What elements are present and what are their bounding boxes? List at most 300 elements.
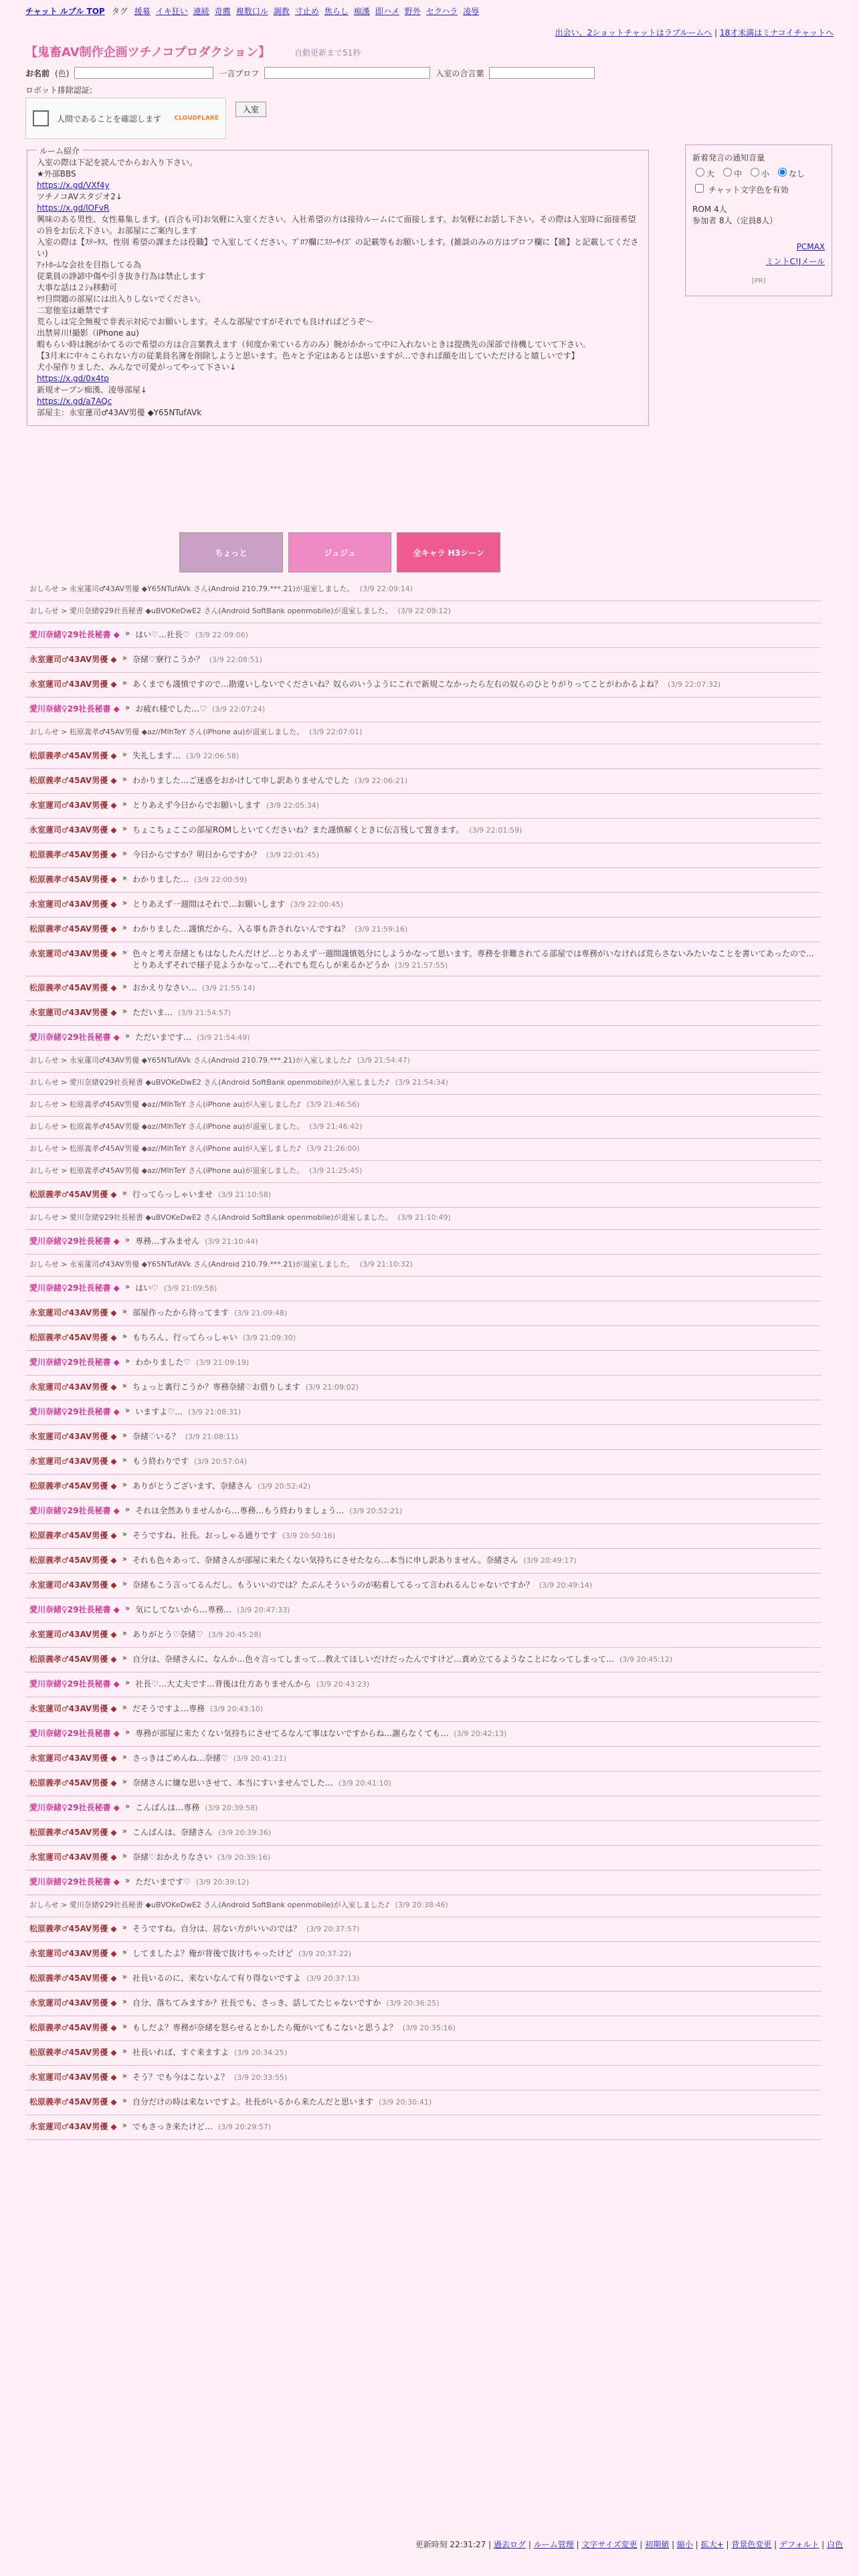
- footer-link[interactable]: ルーム管理: [533, 2540, 574, 2549]
- message-time: (3/9 21:25:45): [309, 1166, 363, 1175]
- message-time: (3/9 22:08:51): [209, 655, 262, 664]
- footer-sep: |: [573, 2540, 582, 2549]
- intro-line: 犬小屋作りました、みんなで可愛がってやって下さい↓: [37, 362, 237, 372]
- footer-sep: |: [771, 2540, 779, 2549]
- chat-message: [25, 744, 822, 769]
- intro-line: ｱｯﾄﾎｰﾑな会社を目指してる為: [37, 260, 142, 270]
- speaker-name[interactable]: 永室蓮司♂43AV男優 ◆: [29, 1008, 117, 1017]
- arrow-icon: »: [122, 2096, 127, 2105]
- footer-link[interactable]: 文字サイズ変更: [581, 2540, 638, 2549]
- arrow-icon: »: [122, 2022, 127, 2031]
- speaker-name[interactable]: 永室蓮司♂43AV男優 ◆: [29, 1630, 117, 1639]
- speaker-name[interactable]: 永室蓮司♂43AV男優 ◆: [29, 825, 117, 835]
- message-text: わかりました♡: [135, 1358, 191, 1367]
- chat-message: [25, 1001, 822, 1026]
- speaker-name[interactable]: 永室蓮司♂43AV男優 ◆: [29, 1432, 117, 1441]
- message-time: (3/9 20:47:33): [237, 1606, 290, 1614]
- system-text: おしらせ > 松原義孝♂45AV男優 ◆az//MlhTeY さん(iPhone au)が入室しました♪ (3/9 21:26:00): [29, 1144, 360, 1153]
- speaker-name[interactable]: 松原義孝♂45AV男優 ◆: [29, 1531, 117, 1540]
- arrow-icon: »: [122, 824, 127, 833]
- chat-message: [25, 1230, 822, 1255]
- footer-sep: |: [526, 2540, 534, 2549]
- chat-message: [25, 1796, 822, 1821]
- profile-label: 一言プロフ: [219, 68, 260, 78]
- tag-link[interactable]: 連続: [193, 6, 209, 16]
- notify-radio-input[interactable]: [723, 168, 732, 177]
- speaker-name[interactable]: 松原義孝♂45AV男優 ◆: [29, 924, 117, 934]
- chat-message: [25, 2066, 822, 2090]
- message-text: とりあえず一週間はそれで…お願いします: [132, 899, 285, 909]
- message-time: (3/9 20:49:14): [539, 1581, 593, 1590]
- message-time: (3/9 20:33:55): [233, 2073, 288, 2082]
- system-message: [25, 1095, 822, 1117]
- message-text: ありがとうございます、奈緒さん: [132, 1481, 253, 1491]
- chat-message: [25, 1967, 822, 1992]
- room-intro-lines: [37, 157, 639, 419]
- speaker-name[interactable]: 愛川奈緒♀29社長秘書 ◆: [29, 1729, 120, 1738]
- system-message: [25, 1073, 822, 1095]
- chat-message: [25, 1277, 822, 1301]
- captcha-checkbox[interactable]: [33, 110, 49, 126]
- system-message: [25, 1051, 822, 1073]
- message-text: 専務…すみません: [135, 1237, 200, 1246]
- notify-radio-input[interactable]: [696, 168, 704, 177]
- speaker-name[interactable]: 愛川奈緒♀29社長秘書 ◆: [29, 1679, 120, 1689]
- chat-message: [25, 1524, 822, 1549]
- profile-input[interactable]: [264, 67, 430, 79]
- message-text: はい♡: [135, 1283, 159, 1293]
- message-text: あくまでも謹慎ですので…勘違いしないでくださいね？奴らのいうようにこれで新規こなかったら左右の奴らのひとりがりってことがわかるよね？: [132, 679, 662, 689]
- arrow-icon: »: [124, 1727, 130, 1737]
- enter-button[interactable]: 入室: [235, 102, 266, 117]
- tag-link[interactable]: 焦らし: [324, 6, 349, 16]
- footer-link[interactable]: デフォルト: [779, 2540, 820, 2549]
- tag-link[interactable]: 痴漢: [353, 6, 370, 16]
- notify-radio[interactable]: [775, 166, 805, 179]
- message-time: (3/9 22:09:06): [195, 631, 248, 639]
- message-time: (3/9 21:26:00): [306, 1144, 360, 1153]
- message-time: (3/9 21:09:02): [305, 1383, 359, 1392]
- tag-link[interactable]: 寸止め: [294, 6, 319, 16]
- message-time: (3/9 21:09:19): [196, 1358, 250, 1367]
- intro-line: ツチノコAVスタジオ2↓: [37, 192, 122, 201]
- speaker-name[interactable]: 松原義孝♂45AV男優 ◆: [29, 983, 117, 992]
- speaker-name[interactable]: 松原義孝♂45AV男優 ◆: [29, 1828, 117, 1837]
- message-text: それは全然ありませんから…専務…もう終わりましょう…: [135, 1506, 345, 1515]
- message-time: (3/9 22:09:12): [397, 607, 451, 615]
- arrow-icon: »: [122, 1455, 127, 1465]
- speaker-name[interactable]: 松原義孝♂45AV男優 ◆: [29, 2023, 117, 2032]
- message-text: 社長いれば、すぐ来ますよ: [132, 2048, 229, 2057]
- speaker-name[interactable]: 永室蓮司♂43AV男優 ◆: [29, 1998, 117, 2008]
- message-time: (3/9 21:10:49): [397, 1213, 451, 1222]
- arrow-icon: »: [122, 1826, 127, 1836]
- robot-check-label: ロボット排除認証:: [25, 86, 93, 95]
- speaker-name[interactable]: 永室蓮司♂43AV男優 ◆: [29, 1852, 117, 1862]
- message-text: こんばんは、奈緒さん: [132, 1828, 213, 1837]
- message-time: (3/9 21:08:11): [185, 1432, 238, 1441]
- message-time: (3/9 21:09:58): [164, 1284, 217, 1293]
- intro-link[interactable]: https://x.gd/lOFvR: [37, 203, 110, 213]
- system-message: [25, 601, 822, 623]
- banner-tile-3[interactable]: 全キャラ H3シーン: [397, 532, 500, 572]
- message-text: 色々と考え奈緒ともはなしたんだけど…とりあえず一週間謹慎処分にしようかなって思います。専務を非難されてる部屋では専務がいなければ荒らさないみたいなことを書いてあったので…とりあえずそれで様子見ようかなって…それでも荒らしが来るかどうか: [132, 949, 814, 970]
- message-time: (3/9 20:50:16): [282, 1531, 336, 1540]
- arrow-icon: »: [122, 1430, 127, 1440]
- speaker-name[interactable]: 松原義孝♂45AV男優 ◆: [29, 1555, 117, 1565]
- chat-message: [25, 1598, 822, 1623]
- speaker-name[interactable]: 愛川奈緒♀29社長秘書 ◆: [29, 1877, 120, 1887]
- message-time: (3/9 21:10:44): [205, 1237, 258, 1246]
- speaker-name[interactable]: 永室蓮司♂43AV男優 ◆: [29, 1382, 117, 1392]
- message-text: してましたよ？俺が背後で抜けちゃったけど: [132, 1949, 293, 1958]
- chat-message: [25, 1747, 822, 1772]
- intro-line: 【3月末に中々こられない方の従業員名簿を削除しようと思います。色々と予定はあるとは思いますが…できれば顔を出していただけると嬉しいです】: [37, 351, 579, 360]
- speaker-name[interactable]: 松原義孝♂45AV男優 ◆: [29, 2097, 117, 2107]
- tag-link[interactable]: セクハラ: [425, 6, 458, 16]
- chat-message: [25, 1574, 822, 1598]
- speaker-name[interactable]: 永室蓮司♂43AV男優 ◆: [29, 1457, 117, 1466]
- chat-message: [25, 1026, 822, 1051]
- message-text: もしだよ？専務が奈緒を怒らせるとかしたら俺がいてもこないと思うよ？: [132, 2023, 397, 2032]
- footer-sep: |: [819, 2540, 827, 2549]
- arrow-icon: »: [124, 1282, 130, 1291]
- pcmax-link[interactable]: PCMAX: [796, 242, 825, 251]
- message-time: (3/9 21:46:56): [306, 1100, 360, 1109]
- message-text: はい♡…社長♡: [135, 630, 190, 639]
- captcha-widget[interactable]: [25, 98, 226, 139]
- message-time: (3/9 20:57:04): [193, 1457, 248, 1466]
- message-text: 行ってらっしゃいませ: [132, 1190, 213, 1199]
- mint-link[interactable]: ミントC!Jメール: [765, 257, 825, 266]
- system-message: [25, 1139, 822, 1161]
- speaker-name[interactable]: 松原義孝♂45AV男優 ◆: [29, 1333, 117, 1342]
- pr-label: [PR]: [751, 278, 766, 285]
- message-text: そうですね、社長。おっしゃる通りです: [132, 1531, 277, 1540]
- speaker-name[interactable]: 松原義孝♂45AV男優 ◆: [29, 1481, 117, 1491]
- notify-radio[interactable]: [720, 166, 742, 179]
- footer-sep: |: [488, 2540, 494, 2549]
- speaker-name[interactable]: 永室蓮司♂43AV男優 ◆: [29, 800, 117, 810]
- speaker-name[interactable]: 愛川奈緒♀29社長秘書 ◆: [29, 1605, 120, 1614]
- system-text: おしらせ > 松原義孝♂45AV男優 ◆az//MlhTeY さん(iPhone au)が退室しました。 (3/9 22:07:01): [29, 728, 363, 736]
- speaker-name[interactable]: 永室蓮司♂43AV男優 ◆: [29, 1753, 117, 1763]
- right-links: [555, 27, 834, 38]
- intro-line: ★外部BBS: [37, 169, 76, 179]
- arrow-icon: »: [122, 1006, 127, 1016]
- tag-link[interactable]: 援募: [134, 6, 151, 16]
- arrow-icon: »: [122, 1554, 127, 1564]
- speaker-name[interactable]: 永室蓮司♂43AV男優 ◆: [29, 1308, 117, 1317]
- chat-message: [25, 1697, 822, 1722]
- message-time: (3/9 22:00:45): [290, 900, 344, 909]
- banner-tile-1[interactable]: ちょっと: [179, 532, 283, 572]
- intro-line: ﾔﾘ目問題の部屋には出入りしないでください。: [37, 294, 206, 304]
- chat-message: [25, 893, 822, 918]
- speaker-name[interactable]: 松原義孝♂45AV男優 ◆: [29, 1778, 117, 1788]
- chat-message: [25, 673, 822, 697]
- tag-link[interactable]: 野外: [404, 6, 421, 16]
- chat-message: [25, 1870, 822, 1895]
- notify-radio-input[interactable]: [778, 168, 787, 177]
- system-text: おしらせ > 松原義孝♂45AV男優 ◆az//MlhTeY さん(iPhone au)が入室しました♪ (3/9 21:46:56): [29, 1100, 360, 1109]
- message-text: ちょこちょここの部屋ROMしといてくださいね？また謹慎解くときに伝言残して置きます。: [132, 825, 464, 835]
- chat-color-checkbox[interactable]: [695, 184, 704, 193]
- banner-tile-2[interactable]: ジュジュ: [288, 532, 392, 572]
- arrow-icon: »: [122, 1381, 127, 1390]
- chat-message: [25, 2115, 822, 2140]
- message-text: とりあえず今日からでお願いします: [132, 800, 261, 810]
- speaker-name[interactable]: 松原義孝♂45AV男優 ◆: [29, 1973, 117, 1983]
- speaker-name[interactable]: 松原義孝♂45AV男優 ◆: [29, 1924, 117, 1933]
- message-text: お疲れ様でした…♡: [135, 704, 207, 714]
- tag-link[interactable]: 即ハメ: [375, 6, 399, 16]
- system-message: [25, 1161, 822, 1183]
- footer-link[interactable]: 初期値: [645, 2540, 670, 2549]
- chat-message: [25, 1846, 822, 1870]
- chat-message: [25, 2016, 822, 2041]
- arrow-icon: »: [122, 1923, 127, 1932]
- system-message: [25, 1895, 822, 1917]
- intro-line: 従業員の諍諺中傷や引き抜き行為は禁止します: [37, 272, 206, 281]
- arrow-icon: »: [122, 1307, 127, 1316]
- speaker-name[interactable]: 愛川奈緒♀29社長秘書 ◆: [29, 1506, 120, 1515]
- chat-message: [25, 2041, 822, 2066]
- chat-message: [25, 1623, 822, 1648]
- chat-message: [25, 1549, 822, 1574]
- arrow-icon: »: [124, 1406, 130, 1415]
- message-time: (3/9 20:38:46): [395, 1901, 448, 1909]
- arrow-icon: »: [122, 1579, 127, 1588]
- chat-message: [25, 1400, 822, 1425]
- arrow-icon: »: [122, 1529, 127, 1539]
- chat-message: [25, 819, 822, 843]
- speaker-name[interactable]: 松原義孝♂45AV男優 ◆: [29, 751, 117, 760]
- message-text: わかりました…: [132, 875, 189, 884]
- intro-line: 入室の際は下記を読んでからお入り下さい。: [37, 158, 198, 167]
- notify-radio-input[interactable]: [751, 168, 759, 177]
- footer-sep: |: [723, 2540, 732, 2549]
- message-time: (3/9 22:00:59): [193, 875, 248, 884]
- tag-link[interactable]: 奇薦: [214, 6, 231, 16]
- arrow-icon: »: [122, 1188, 127, 1198]
- message-time: (3/9 22:07:32): [667, 680, 721, 689]
- arrow-icon: »: [122, 1947, 127, 1957]
- chat-message: [25, 769, 822, 794]
- message-time: (3/9 21:59:16): [354, 925, 408, 934]
- speaker-name[interactable]: 永室蓮司♂43AV男優 ◆: [29, 2072, 117, 2082]
- arrow-icon: »: [122, 849, 127, 858]
- brand-link[interactable]: チャット ルブル TOP: [25, 6, 105, 16]
- speaker-name[interactable]: 永室蓮司♂43AV男優 ◆: [29, 1704, 117, 1713]
- tag-link[interactable]: 凌辱: [463, 6, 480, 16]
- system-text: おしらせ > 永室蓮司♂43AV男優 ◆Y65NTufAVk さん(Android 210.79.***.21)が入室しました♪ (3/9 21:54:47): [29, 1056, 410, 1065]
- message-time: (3/9 22:06:58): [185, 752, 240, 760]
- message-text: でもさっき来たけど…: [132, 2122, 213, 2131]
- speaker-name[interactable]: 愛川奈緒♀29社長秘書 ◆: [29, 1283, 120, 1293]
- speaker-name[interactable]: 愛川奈緒♀29社長秘書 ◆: [29, 704, 120, 714]
- speaker-name[interactable]: 松原義孝♂45AV男優 ◆: [29, 875, 117, 884]
- message-text: もう終わりです: [132, 1457, 189, 1466]
- intro-line: 部屋主：永室蓮司♂43AV男優 ◆Y65NTufAVk: [37, 408, 202, 417]
- message-time: (3/9 20:43:10): [209, 1705, 264, 1713]
- speaker-name[interactable]: 松原義孝♂45AV男優 ◆: [29, 850, 117, 859]
- chat-color-label: チャット文字色を有効: [708, 185, 789, 195]
- arrow-icon: »: [122, 923, 127, 932]
- message-time: (3/9 20:43:23): [316, 1680, 370, 1689]
- rom-count: ROM 4人: [692, 205, 727, 214]
- footer-link[interactable]: 過去ログ: [494, 2540, 527, 2549]
- arrow-icon: »: [122, 653, 127, 663]
- intro-line: 荒らしは完全無視で非表示対応でお願いします。そんな部屋ですがそれでも良ければどうぞ〜: [37, 317, 374, 326]
- message-text: 失礼します…: [132, 751, 181, 760]
- message-text: おかえりなさい…: [132, 983, 197, 992]
- speaker-name[interactable]: 愛川奈緒♀29社長秘書 ◆: [29, 1033, 120, 1042]
- speaker-name[interactable]: 永室蓮司♂43AV男優 ◆: [29, 1580, 117, 1590]
- arrow-icon: »: [124, 629, 130, 638]
- message-time: (3/9 22:05:34): [266, 801, 320, 810]
- message-time: (3/9 20:41:21): [233, 1754, 286, 1763]
- system-message: [25, 1208, 822, 1230]
- chat-message: [25, 623, 822, 648]
- chat-message: [25, 1475, 822, 1499]
- message-text: 自分だけの時は来ないですよ。社長がいるから来たんだと思います: [132, 2097, 373, 2107]
- arrow-icon: »: [122, 799, 127, 809]
- captcha-text: 人間であることを確認します: [57, 114, 162, 124]
- system-text: おしらせ > 愛川奈緒♀29社長秘書 ◆uBVOKeDwE2 さん(Android SoftBank openmobile)が退室しました。 (3/9 21:10:49): [29, 1213, 451, 1222]
- tag-link[interactable]: 調教: [273, 6, 290, 16]
- message-time: (3/9 21:55:14): [201, 984, 256, 992]
- color-label: (色): [55, 68, 70, 78]
- message-time: (3/9 21:57:55): [394, 961, 448, 970]
- message-time: (3/9 22:07:24): [212, 705, 266, 714]
- chat-message: [25, 1917, 822, 1942]
- intro-link[interactable]: https://x.gd/a7AQc: [37, 397, 112, 406]
- room-intro-legend: ルーム紹介: [37, 145, 82, 156]
- arrow-icon: »: [122, 1851, 127, 1860]
- chat-message: [25, 1772, 822, 1796]
- speaker-name[interactable]: 松原義孝♂45AV男優 ◆: [29, 1190, 117, 1199]
- speaker-name[interactable]: 愛川奈緒♀29社長秘書 ◆: [29, 1237, 120, 1246]
- love-room-link[interactable]: 出会い、2ショットチャットはラブルームへ: [555, 28, 712, 37]
- intro-line: 興味のある男性、女性募集します。(百合も可)お気軽に入室ください。入社希望の方は接待ルームにて面接します。お気軽にお話し下さい。その際は入室時に面接希望の旨をお伝え下さい。お部屋にご案内します: [37, 215, 636, 235]
- system-text: おしらせ > 愛川奈緒♀29社長秘書 ◆uBVOKeDwE2 さん(Android SoftBank openmobile)が入室しました♪ (3/9 20:38:46): [29, 1901, 448, 1909]
- password-input[interactable]: [489, 67, 595, 79]
- arrow-icon: »: [124, 703, 130, 712]
- notify-radio[interactable]: [692, 166, 714, 179]
- message-text: 気にしてないから…専務…: [135, 1605, 232, 1614]
- footer-links: [488, 2540, 843, 2549]
- message-time: (3/9 20:45:28): [208, 1630, 262, 1639]
- footer-link[interactable]: 白色: [826, 2540, 843, 2549]
- speaker-name[interactable]: 松原義孝♂45AV男優 ◆: [29, 2048, 117, 2057]
- speaker-name[interactable]: 永室蓮司♂43AV男優 ◆: [29, 679, 117, 689]
- chat-message: [25, 976, 822, 1001]
- chat-color-option[interactable]: [692, 182, 825, 195]
- arrow-icon: »: [122, 873, 127, 883]
- password-label: 入室の合言葉: [436, 68, 484, 78]
- message-text: それも色々あって、奈緒さんが部屋に来たくない気持ちにさせたなら…本当に申し訳ありません。奈緒さん: [132, 1555, 518, 1565]
- chat-message: [25, 1648, 822, 1673]
- cloudflare-logo: CLOUDFLARE: [174, 115, 219, 122]
- tag-list: [134, 5, 479, 17]
- speaker-name[interactable]: 愛川奈緒♀29社長秘書 ◆: [29, 630, 120, 639]
- arrow-icon: »: [122, 2121, 127, 2130]
- footer: [321, 2539, 843, 2550]
- chat-message: [25, 918, 822, 942]
- intro-line: 入室の際は【ｽﾃｰﾀｽ、性別 希望の課または役職】で入室してください。ﾌﾟﾛﾌ欄にｽﾘｰｻｲｽﾞ の記載等もお願いします。(雑談のみの方はプロフ欄に【雑】と記載してください): [37, 237, 639, 258]
- intro-link[interactable]: https://x.gd/0x4tp: [37, 374, 109, 383]
- footer-link[interactable]: 縮小: [676, 2540, 693, 2549]
- message-time: (3/9 20:37:13): [306, 1974, 360, 1983]
- speaker-name[interactable]: 愛川奈緒♀29社長秘書 ◆: [29, 1803, 120, 1812]
- message-text: ただいま…: [132, 1008, 173, 1017]
- right-links-sep: |: [714, 28, 718, 37]
- message-text: さっきはごめんね…奈緒♡: [132, 1753, 228, 1763]
- message-time: (3/9 20:29:57): [217, 2123, 272, 2131]
- message-text: 奈緒♡おかえりなさい: [132, 1852, 212, 1862]
- intro-link[interactable]: https://x.gd/VXf4y: [37, 181, 110, 190]
- arrow-icon: »: [122, 1997, 127, 2006]
- message-text: 今日からですか？明日からですか？: [132, 850, 261, 859]
- message-time: (3/9 22:07:01): [309, 728, 363, 736]
- message-time: (3/9 21:54:34): [395, 1078, 448, 1087]
- system-message: [25, 722, 822, 744]
- speaker-name[interactable]: 永室蓮司♂43AV男優 ◆: [29, 949, 117, 958]
- message-text: 奈緒さんに嫌な思いさせて、本当にすいませんでした…: [132, 1778, 333, 1788]
- speaker-name[interactable]: 松原義孝♂45AV男優 ◆: [29, 776, 117, 785]
- name-input[interactable]: [74, 67, 213, 79]
- arrow-icon: »: [124, 1031, 130, 1041]
- arrow-icon: »: [122, 1703, 127, 1712]
- arrow-icon: »: [124, 1235, 130, 1245]
- speaker-name[interactable]: 松原義孝♂45AV男優 ◆: [29, 1654, 117, 1664]
- speaker-name[interactable]: 永室蓮司♂43AV男優 ◆: [29, 2122, 117, 2131]
- message-text: ただいまです…: [135, 1033, 192, 1042]
- speaker-name[interactable]: 永室蓮司♂43AV男優 ◆: [29, 899, 117, 909]
- speaker-name[interactable]: 永室蓮司♂43AV男優 ◆: [29, 655, 117, 664]
- message-time: (3/9 21:54:47): [357, 1056, 410, 1065]
- footer-link[interactable]: 背景色変更: [731, 2540, 772, 2549]
- tag-link[interactable]: イキ狂い: [155, 6, 188, 16]
- participants-count: 参加者 8人（定員8人）: [692, 216, 778, 225]
- speaker-name[interactable]: 愛川奈緒♀29社長秘書 ◆: [29, 1407, 120, 1416]
- message-time: (3/9 20:52:21): [349, 1507, 403, 1515]
- speaker-name[interactable]: 愛川奈緒♀29社長秘書 ◆: [29, 1358, 120, 1367]
- chat-message: [25, 843, 822, 868]
- speaker-name[interactable]: 永室蓮司♂43AV男優 ◆: [29, 1949, 117, 1958]
- notify-radio[interactable]: [747, 166, 769, 179]
- auto-refresh-countdown: 自動更新まで51秒: [294, 48, 361, 58]
- chat-message: [25, 1450, 822, 1475]
- message-text: もちろん、行ってらっしゃい: [132, 1333, 237, 1342]
- tag-link[interactable]: 複数口ル: [235, 6, 268, 16]
- chat-message: [25, 1722, 822, 1747]
- minakoi-link[interactable]: 18才未満はミナコイチャットへ: [719, 28, 834, 37]
- message-text: 専務が部屋に来たくない気持ちにさせてるなんて事はないですからね…謝らなくても…: [135, 1729, 449, 1738]
- message-time: (3/9 21:54:57): [177, 1008, 231, 1017]
- message-time: (3/9 22:01:45): [266, 851, 319, 859]
- footer-link[interactable]: 拡大+: [700, 2540, 724, 2549]
- message-time: (3/9 20:49:17): [523, 1556, 577, 1565]
- chat-message: [25, 648, 822, 673]
- arrow-icon: »: [124, 1604, 130, 1613]
- intro-line: 二窓他室は厳禁です: [37, 306, 110, 315]
- chat-message: [25, 1301, 822, 1326]
- ad-banner[interactable]: [179, 532, 500, 572]
- chat-log: [25, 579, 822, 2140]
- footer-sep: |: [669, 2540, 677, 2549]
